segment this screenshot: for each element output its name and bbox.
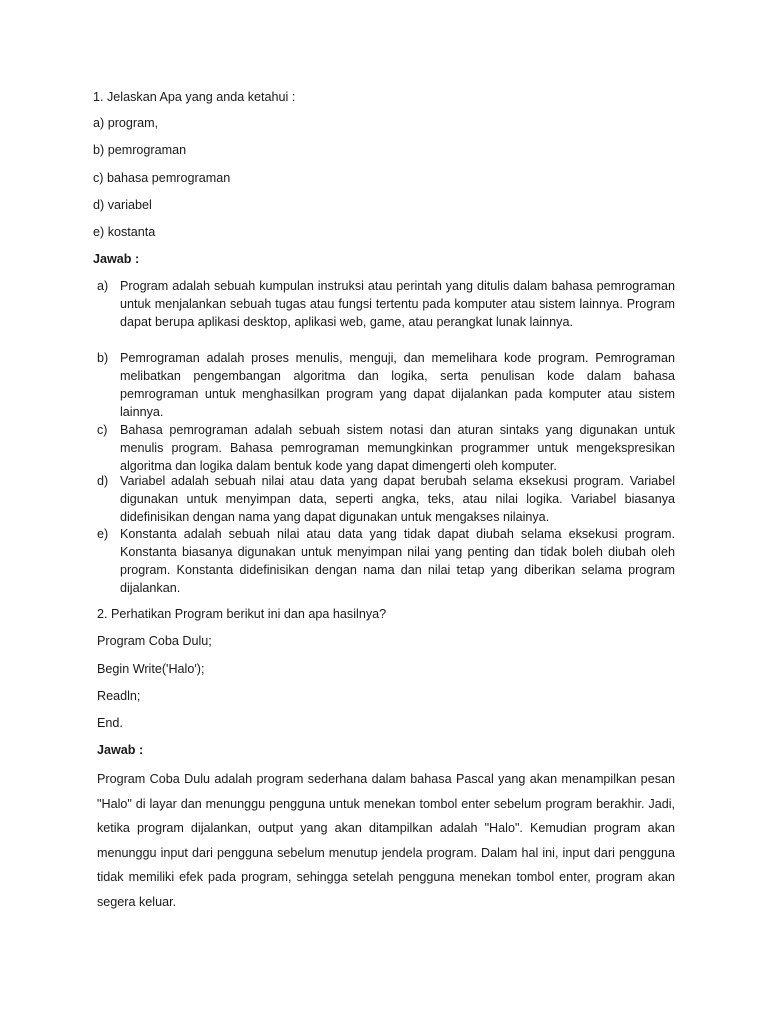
answer-1-label: Jawab : — [93, 252, 140, 266]
code-line-1: Program Coba Dulu; — [97, 634, 212, 648]
answer-1-item-a — [97, 277, 675, 331]
answer-1-item-e — [97, 525, 675, 597]
answer-1-item-c — [97, 421, 675, 475]
list-item-text: Konstanta adalah sebuah nilai atau data yang tidak dapat diubah selama eksekusi program. Konstanta biasanya digunakan untuk menyimpan nilai yang penting dan tidak boleh diubah oleh program. Konstanta didefinisikan dengan nama dan nilai tetap yang diberikan selama program dijalankan. — [120, 527, 675, 595]
list-item-text: Pemrograman adalah proses menulis, menguji, dan memelihara kode program. Pemrograman melibatkan pengembangan algoritma dan logika, serta penulisan kode dalam bahasa pemrograman untuk menghasilkan program yang dapat dijalankan pada komputer atau sistem lainnya. — [120, 351, 675, 419]
answer-1-item-b — [97, 349, 675, 421]
answer-2-label: Jawab : — [97, 743, 144, 757]
question-1-option-b: b) pemrograman — [93, 143, 187, 157]
list-marker: d) — [97, 474, 109, 488]
list-marker: a) — [97, 279, 109, 293]
question-2-title: 2. Perhatikan Program berikut ini dan apa hasilnya? — [97, 607, 387, 621]
answer-1-item-d — [97, 472, 675, 526]
question-1-option-e: e) kostanta — [93, 225, 156, 239]
code-line-3: Readln; — [97, 689, 141, 703]
code-line-2: Begin Write('Halo'); — [97, 662, 205, 676]
question-1-option-a: a) program, — [93, 116, 159, 130]
code-line-4: End. — [97, 716, 123, 730]
list-item-text: Program adalah sebuah kumpulan instruksi atau perintah yang ditulis dalam bahasa pemrograman untuk menjalankan sebuah tugas atau fungsi tertentu pada komputer atau sistem lainnya. Program dapat berupa aplikasi desktop, aplikasi web, game, atau perangkat lunak lainnya. — [120, 279, 675, 329]
list-item-text: Bahasa pemrograman adalah sebuah sistem notasi dan aturan sintaks yang digunakan untuk menulis program. Bahasa pemrograman memungkinkan programmer untuk mengekspresikan algoritma dan logika dalam bentuk kode yang dapat dimengerti oleh komputer. — [120, 423, 675, 473]
question-1-option-d: d) variabel — [93, 198, 152, 212]
list-marker: e) — [97, 527, 109, 541]
question-1-title: 1. Jelaskan Apa yang anda ketahui : — [93, 90, 296, 104]
list-marker: b) — [97, 351, 109, 365]
answer-2-paragraph: Program Coba Dulu adalah program sederhana dalam bahasa Pascal yang akan menampilkan pesan "Halo" di layar dan menunggu pengguna untuk menekan tombol enter sebelum program berakhir. Jadi, ketika program dijalankan, output yang akan ditampilkan adalah "Halo". Kemudian program akan menunggu input dari pengguna sebelum menutup jendela program. Dalam hal ini, input dari pengguna tidak memiliki efek pada program, sehingga setelah pengguna menekan tombol enter, program akan segera keluar. — [97, 772, 675, 909]
list-marker: c) — [97, 423, 108, 437]
question-1-option-c: c) bahasa pemrograman — [93, 171, 231, 185]
list-item-text: Variabel adalah sebuah nilai atau data yang dapat berubah selama eksekusi program. Variabel digunakan untuk menyimpan data, seperti angka, teks, atau nilai logika. Variabel biasanya didefinisikan dengan nama yang dapat digunakan untuk mengakses nilainya. — [120, 474, 675, 524]
